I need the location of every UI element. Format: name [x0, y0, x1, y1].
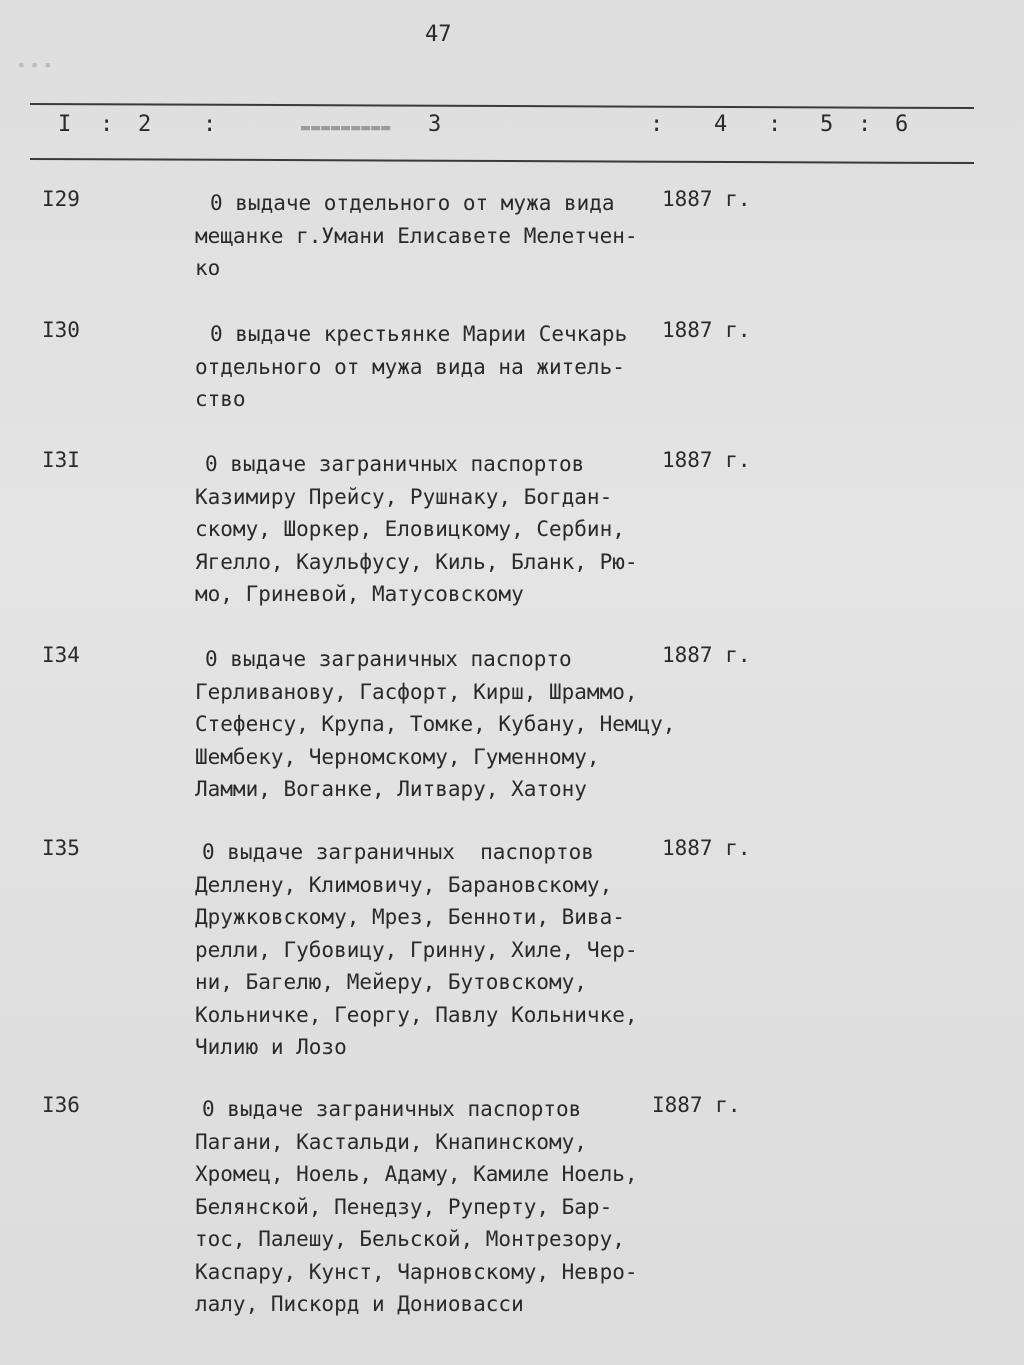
header-bottom-rule: [30, 158, 974, 164]
entry-number: I29: [42, 187, 80, 211]
col-sep: :: [203, 112, 217, 137]
entry-line: Каспару, Кунст, Чарновскому, Невро-: [195, 1259, 638, 1284]
entry-line: Казимиру Прейсу, Рушнаку, Богдан-: [195, 484, 613, 509]
entry-line: 0 выдаче крестьянке Марии Сечкарь: [210, 322, 628, 346]
entry-line: тос, Палешу, Бельской, Монтрезору,: [195, 1227, 625, 1251]
col-sep: :: [100, 112, 114, 137]
entry-line: Ягелло, Каульфусу, Киль, Бланк, Рю-: [195, 549, 638, 574]
page-number: 47: [425, 22, 452, 47]
entry-description: [195, 836, 638, 1064]
entry-year: 1887 г.: [662, 836, 751, 860]
entry-line: мещанке г.Умани Елисавете Мелетчен-: [195, 223, 638, 248]
entry-line: 0 выдаче заграничных паспортов: [205, 452, 585, 476]
ghost-form-mark: ▪ ▪ ▪: [18, 58, 52, 71]
entry-line: скому, Шоркер, Еловицкому, Сербин,: [195, 517, 625, 541]
entry-year: 1887 г.: [662, 187, 751, 211]
entry-description: [195, 318, 627, 416]
bleed-through-header: ▬▬▬▬▬▬▬▬▬: [300, 118, 391, 136]
entry-line: Стефенсу, Крупа, Томке, Кубану, Немцу,: [195, 712, 676, 736]
entry-line: 0 выдаче заграничных паспорто: [205, 647, 572, 671]
entry-line: 0 выдаче отдельного от мужа вида: [210, 191, 615, 215]
entry-line: Деллену, Климовичу, Барановскому,: [195, 872, 613, 897]
entry-year: 1887 г.: [662, 448, 751, 472]
entry-line: мо, Гриневой, Матусовскому: [195, 582, 524, 606]
entry-number: I30: [42, 318, 80, 342]
entry-line: 0 выдаче заграничных паспортов: [202, 1097, 582, 1121]
entry-line: ко: [195, 256, 221, 280]
col-4: 4: [714, 112, 728, 137]
col-5: 5: [820, 112, 834, 137]
entry-line: Шембеку, Черномскому, Гуменному,: [195, 744, 600, 769]
entry-number: I36: [42, 1093, 80, 1117]
entry-line: Ламми, Воганке, Литвару, Хатону: [195, 777, 587, 801]
entry-line: ни, Багелю, Мейеру, Бутовскому,: [195, 970, 587, 994]
col-2: 2: [138, 112, 152, 137]
col-sep: :: [858, 112, 872, 137]
entry-year: 1887 г.: [662, 643, 751, 667]
col-3: 3: [428, 112, 442, 137]
header-top-rule: [30, 103, 974, 109]
entry-line: Дружковскому, Мрез, Бенноти, Вива-: [195, 905, 625, 929]
column-header-row: [0, 112, 1024, 152]
entry-line: 0 выдаче заграничных паспортов: [202, 840, 594, 864]
col-sep: :: [768, 112, 782, 137]
col-sep: :: [650, 112, 664, 137]
entry-description: [195, 1093, 638, 1321]
entry-year: I887 г.: [652, 1093, 741, 1117]
entry-number: I35: [42, 836, 80, 860]
entry-description: [195, 643, 675, 806]
entry-line: релли, Губовицу, Гринну, Хиле, Чер-: [195, 937, 638, 962]
col-1: I: [58, 112, 72, 137]
entry-number: I34: [42, 643, 80, 667]
entry-number: I3I: [42, 448, 80, 472]
entry-line: Хромец, Ноель, Адаму, Камиле Ноель,: [195, 1162, 638, 1186]
entry-description: [195, 448, 638, 611]
entry-description: [195, 187, 638, 285]
entry-line: отдельного от мужа вида на житель-: [195, 354, 625, 379]
entry-year: 1887 г.: [662, 318, 751, 342]
entry-line: ство: [195, 387, 246, 411]
entry-line: Белянской, Пенедзу, Руперту, Бар-: [195, 1194, 613, 1219]
entry-line: Пагани, Кастальди, Кнапинскому,: [195, 1129, 587, 1154]
entry-line: лалу, Пискорд и Дониовасси: [195, 1292, 524, 1316]
entry-line: Герливанову, Гасфорт, Кирш, Шраммо,: [195, 679, 638, 704]
col-6: 6: [895, 112, 909, 137]
entry-line: Чилию и Лозо: [195, 1035, 347, 1059]
entry-line: Кольничке, Георгу, Павлу Кольничке,: [195, 1002, 638, 1027]
